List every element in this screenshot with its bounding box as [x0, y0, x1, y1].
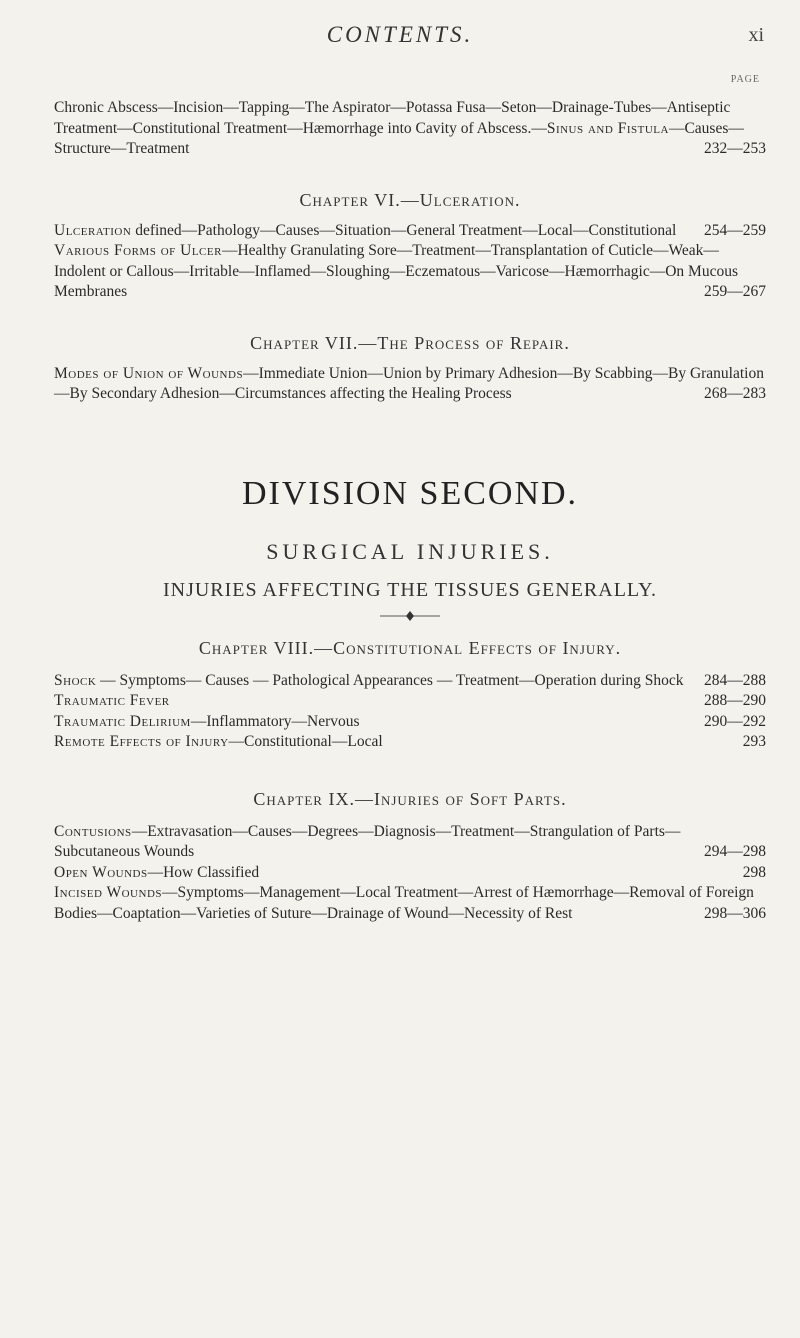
page-range: 284—288: [704, 671, 766, 689]
chapter-heading: Chapter VI.—Ulceration.: [299, 189, 521, 210]
chapter-entries: [54, 822, 766, 925]
entry-text: —Healthy Granulating Sore—Treatment—Transplantation of Cuticle—Weak—Indolent or Callous—Irritable—Inflamed—Sloughing—Eczematous—Varicose—Hæmorrhagic—On Mucous Membranes: [54, 242, 739, 300]
division-subtitle-2: INJURIES AFFECTING THE TISSUES GENERALLY.: [162, 578, 658, 601]
entry-lead: Sinus and Fistula: [546, 119, 669, 137]
entry-lead: Remote Effects of Injury: [54, 733, 229, 750]
page-range: 232—253: [704, 140, 766, 157]
entry-text: defined—Pathology—Causes—Situation—General Treatment—Local—Constitutional: [131, 221, 677, 239]
chapter-entries: [54, 671, 766, 753]
entry-lead: Modes of Union of Wounds: [54, 364, 244, 382]
toc-entry: [54, 732, 766, 753]
entry-text: — Symptoms— Causes — Pathological Appearances — Treatment—Operation during Shock: [96, 671, 684, 689]
toc-entry: [54, 822, 766, 863]
chapter-entries: [54, 364, 766, 405]
entry-lead: Contusions: [54, 822, 132, 840]
toc-entry: [54, 712, 766, 733]
toc-entry: [54, 364, 766, 405]
toc-entry: [54, 691, 766, 712]
toc-entry: [54, 671, 766, 692]
entry-text: —Constitutional—Local: [228, 733, 383, 750]
page-range: 259—267: [704, 283, 766, 300]
entry-lead: Traumatic Delirium: [54, 712, 191, 730]
page-label: PAGE: [730, 74, 760, 85]
toc-entry: [54, 241, 766, 303]
entry-text: —Extravasation—Causes—Degrees—Diagnosis—Treatment—Strangulation of Parts—Subcutaneous Wounds: [54, 822, 681, 860]
page-range: 254—259: [704, 221, 766, 239]
entry-lead: Ulceration: [54, 221, 132, 239]
folio: xi: [748, 24, 764, 46]
page-range: 268—283: [704, 385, 766, 402]
page-range: 290—292: [704, 712, 766, 730]
page-range: 298—306: [704, 904, 766, 922]
division-subtitle: SURGICAL INJURIES.: [266, 538, 554, 564]
contents-body: [54, 90, 766, 924]
entry-text: Chronic Abscess—Incision—Tapping—The Aspirator—Potassa Fusa—Seton—Drainage-Tubes—Antiseptic Treatment—Constitutional Treatment—Hæmorrhage into Cavity of Abscess.—: [54, 99, 731, 137]
entry-text: —Inflammatory—Nervous: [190, 712, 360, 730]
entry-text: —Immediate Union—Union by Primary Adhesion—By Scabbing—By Granulation—By Secondary Adhesion—Circumstances affecting the Healing Process: [54, 364, 764, 402]
entry-lead: Incised Wounds: [54, 884, 163, 901]
toc-entry: [54, 863, 766, 884]
chapter-entries: [54, 221, 766, 303]
entry-lead: Open Wounds: [54, 863, 148, 881]
division-title: DIVISION SECOND.: [241, 474, 579, 512]
entry-text: —Symptoms—Management—Local Treatment—Arrest of Hæmorrhage—Removal of Foreign Bodies—Coaptation—Varieties of Suture—Drainage of Wound—Necessity of Rest: [54, 884, 754, 922]
toc-entry: [54, 221, 766, 242]
chapter-heading: Chapter IX.—Injuries of Soft Parts.: [253, 788, 567, 809]
chapter-heading: Chapter VIII.—Constitutional Effects of Injury.: [198, 637, 622, 658]
toc-entry: [54, 98, 766, 160]
page-range: 298: [742, 863, 766, 881]
entry-text: —Causes—Structure—Treatment: [54, 119, 744, 157]
page-range: 288—290: [704, 692, 766, 709]
page-range: 294—298: [704, 843, 766, 860]
toc-entry: [54, 883, 766, 924]
entry-lead: Shock: [54, 671, 97, 689]
entry-text: —How Classified: [147, 863, 260, 881]
ornament-rule-icon: [380, 608, 440, 624]
running-header: CONTENTS.: [326, 22, 474, 47]
chapter-heading: Chapter VII.—The Process of Repair.: [250, 332, 570, 353]
entry-lead: Various Forms of Ulcer: [54, 242, 222, 259]
entry-lead: Traumatic Fever: [54, 692, 170, 709]
page-range: 293: [742, 733, 766, 750]
